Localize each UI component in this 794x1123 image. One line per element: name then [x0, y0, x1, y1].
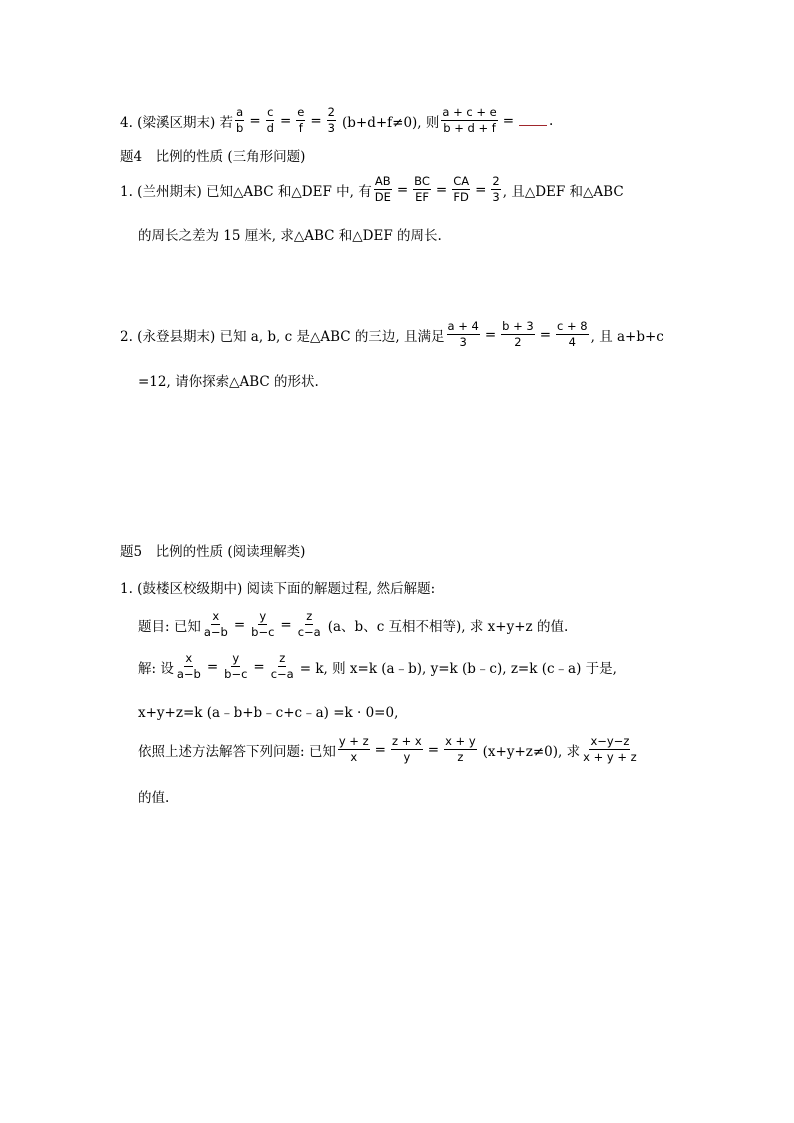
r1-topic-fraction-2: $\frac{y}{b-c}$: [251, 609, 275, 640]
r1-follow-prefix: 依照上述方法解答下列问题: 已知: [138, 743, 336, 760]
q4-answer-blank[interactable]: [519, 115, 547, 126]
p2-fraction-1: $\frac{a + 4}{3}$: [447, 319, 479, 350]
r1-solution-eq-2: =: [253, 658, 265, 675]
r1-follow-fraction-1: $\frac{y + z}{x}$: [338, 734, 369, 765]
q4-end: .: [549, 112, 554, 129]
p2-eq-1: =: [484, 326, 497, 343]
q4-fraction-1: $\frac{a}{b}$: [236, 105, 244, 136]
r1-follow-eq-1: =: [374, 741, 386, 758]
r1-topic-eq-2: =: [280, 616, 292, 633]
q4-eq-1: =: [249, 112, 261, 129]
p2-prefix: 2. (永登县期末) 已知 a, b, c 是△ABC 的三边, 且满足: [120, 328, 445, 345]
p1-line-2: 的周长之差为 15 厘米, 求△ABC 和△DEF 的周长.: [138, 228, 442, 244]
r1-topic-fraction-1: $\frac{x}{a-b}$: [203, 609, 228, 640]
p1-fraction-3: $\frac{CA}{FD}$: [453, 174, 470, 205]
p2-fraction-3: $\frac{c + 8}{4}$: [557, 319, 588, 350]
p1-suffix: , 且△DEF 和△ABC: [502, 183, 624, 200]
r1-solution-eq-1: =: [206, 658, 219, 675]
r1-solution-k: = k, 则 x=k (a﹣b), y=k (b﹣c), z=k (c﹣a) 于是,: [299, 660, 617, 677]
r1-follow-fraction-2: $\frac{z + x}{y}$: [391, 734, 422, 765]
p1-eq-2: =: [435, 181, 448, 198]
q4-condition: (b+d+f≠0), 则: [341, 114, 440, 131]
r1-topic-prefix: 题目: 已知: [138, 618, 201, 635]
r1-topic-suffix: (a、b、c 互相不相等), 求 x+y+z 的值.: [327, 618, 569, 635]
r1-follow-fraction-4: $\frac{x-y-z}{x + y + z}$: [583, 734, 637, 765]
r1-topic-line: [138, 610, 568, 639]
q4-fraction-5: $\frac{a + c + e}{b + d + f}$: [442, 105, 497, 136]
q4-eq-4: =: [502, 112, 515, 129]
q4-fraction-2: $\frac{c}{d}$: [266, 105, 274, 136]
r1-solution-fraction-1: $\frac{x}{a-b}$: [176, 651, 201, 682]
section-4-title: 题4 比例的性质 (三角形问题): [120, 149, 306, 165]
r1-follow-eq-2: =: [427, 741, 440, 758]
p2-fraction-2: $\frac{b + 3}{2}$: [502, 319, 534, 350]
r1-topic-eq-1: =: [233, 616, 246, 633]
p2-line-2: =12, 请你探索△ABC 的形状.: [138, 374, 319, 390]
r1-solution-fraction-2: $\frac{y}{b-c}$: [224, 651, 248, 682]
p1-eq-3: =: [475, 181, 487, 198]
p2-line-1: [120, 320, 664, 349]
r1-follow-fraction-3: $\frac{x + y}{z}$: [445, 734, 476, 765]
p1-prefix: 1. (兰州期末) 已知△ABC 和△DEF 中, 有: [120, 183, 372, 200]
r1-follow-line: [138, 735, 640, 764]
q4-eq-2: =: [279, 112, 292, 129]
q4-eq-3: =: [310, 112, 322, 129]
r1-solution-prefix: 解: 设: [138, 660, 174, 677]
r1-tail: 的值.: [138, 790, 170, 806]
p1-fraction-2: $\frac{BC}{EF}$: [414, 174, 430, 205]
r1-intro: 1. (鼓楼区校级期中) 阅读下面的解题过程, 然后解题:: [120, 581, 436, 597]
p2-eq-2: =: [539, 326, 552, 343]
q4-fraction-3: $\frac{e}{f}$: [297, 105, 305, 136]
p1-fraction-1: $\frac{AB}{DE}$: [374, 174, 391, 205]
p2-suffix: , 且 a+b+c: [590, 328, 664, 345]
r1-follow-mid: (x+y+z≠0), 求: [482, 743, 581, 760]
r1-solution-line-2: x+y+z=k (a﹣b+b﹣c+c﹣a) =k · 0=0,: [138, 705, 399, 721]
q4-fraction-4: $\frac{2}{3}$: [327, 105, 335, 136]
p1-line-1: [120, 175, 624, 204]
p1-fraction-4: $\frac{2}{3}$: [492, 174, 500, 205]
p1-eq-1: =: [396, 181, 409, 198]
section-5-title: 题5 比例的性质 (阅读理解类): [120, 544, 306, 560]
q4-line: [120, 106, 553, 135]
r1-solution-fraction-3: $\frac{z}{c-a}$: [270, 651, 294, 682]
r1-solution-line-1: [138, 652, 617, 681]
q4-prefix: 4. (梁溪区期末) 若: [120, 114, 233, 131]
r1-topic-fraction-3: $\frac{z}{c-a}$: [297, 609, 321, 640]
